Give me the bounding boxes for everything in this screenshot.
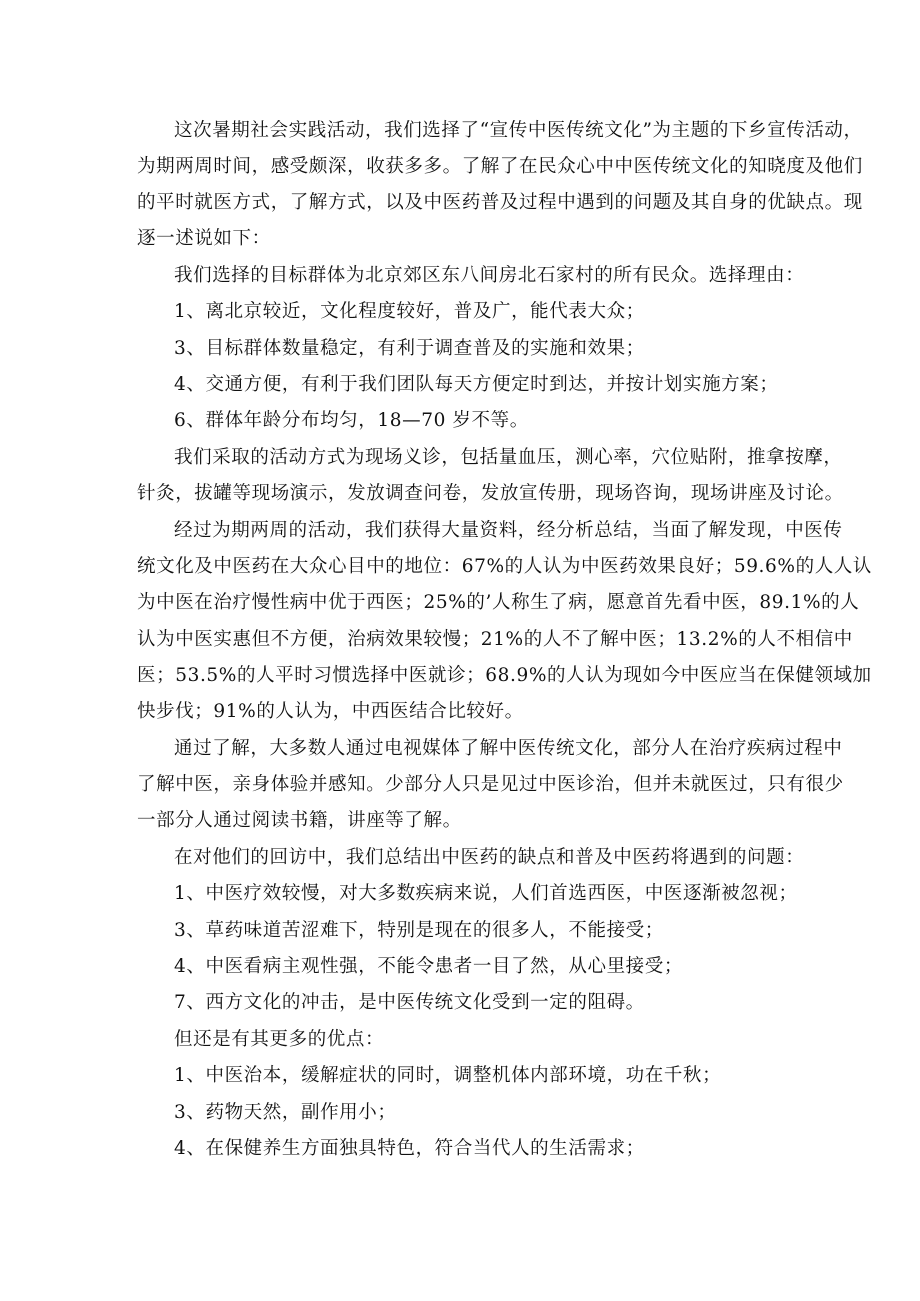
text-line: 为中医在治疗慢性病中优于西医；25%的’人称生了病，愿意首先看中医，89.1%的人 [137,592,860,613]
text-line: 我们采取的活动方式为现场义诊，包括量血压，测心率，穴位贴附，推拿按摩， [174,447,843,468]
text-line: 快步伐；91%的人认为，中西医结合比较好。 [137,701,524,722]
text-line: 4、在保健养生方面独具特色，符合当代人的生活需求； [174,1138,645,1159]
text-line: 了解中医，亲身体验并感知。少部分人只是见过中医诊治，但并未就医过，只有很少 [137,774,844,795]
text-line: 一部分人通过阅读书籍，讲座等了解。 [137,810,462,831]
text-line: 3、目标群体数量稳定，有利于调查普及的实施和效果； [174,338,645,359]
text-line: 通过了解，大多数人通过电视媒体了解中医传统文化，部分人在治疗疾病过程中 [174,738,843,759]
text-line: 3、药物天然，副作用小； [174,1102,397,1123]
text-line: 6、群体年龄分布均匀，18—70 岁不等。 [174,410,529,431]
text-line: 为期两周时间，感受颇深，收获多多。了解了在民众心中中医传统文化的知晓度及他们 [137,156,863,177]
text-line: 但还是有其更多的优点： [174,1029,385,1050]
text-line: 统文化及中医药在大众心目中的地位：67%的人认为中医药效果良好；59.6%的人人认 [137,556,872,577]
text-line: 经过为期两周的活动，我们获得大量资料，经分析总结，当面了解发现，中医传 [174,520,843,541]
text-line: 1、中医治本，缓解症状的同时，调整机体内部环境，功在千秋； [174,1065,722,1086]
text-line: 在对他们的回访中，我们总结出中医药的缺点和普及中医药将遇到的问题： [174,847,805,868]
text-line: 我们选择的目标群体为北京郊区东八间房北石家村的所有民众。选择理由： [174,265,805,286]
text-line: 医；53.5%的人平时习惯选择中医就诊；68.9%的人认为现如今中医应当在保健领域加 [137,665,872,686]
text-line: 1、中医疗效较慢，对大多数疾病来说，人们首选西医，中医逐渐被忽视； [174,883,798,904]
text-line: 3、草药味道苦涩难下，特别是现在的很多人，不能接受； [174,920,664,941]
text-line: 4、中医看病主观性强，不能令患者一目了然，从心里接受； [174,956,683,977]
text-line: 7、西方文化的冲击，是中医传统文化受到一定的阻碍。 [174,992,645,1013]
text-line: 4、交通方便，有利于我们团队每天方便定时到达，并按计划实施方案； [174,374,779,395]
text-line: 针灸，拔罐等现场演示，发放调查问卷，发放宣传册，现场咨询，现场讲座及讨论。 [137,483,844,504]
text-line: 逐一述说如下： [137,228,271,249]
text-line: 1、离北京较近，文化程度较好，普及广，能代表大众； [174,301,645,322]
text-line: 的平时就医方式，了解方式，以及中医药普及过程中遇到的问题及其自身的优缺点。现 [137,192,863,213]
text-line: 这次暑期社会实践活动，我们选择了“宣传中医传统文化”为主题的下乡宣传活动， [174,120,863,141]
text-line: 认为中医实惠但不方便，治病效果较慢；21%的人不了解中医；13.2%的人不相信中 [137,629,853,650]
